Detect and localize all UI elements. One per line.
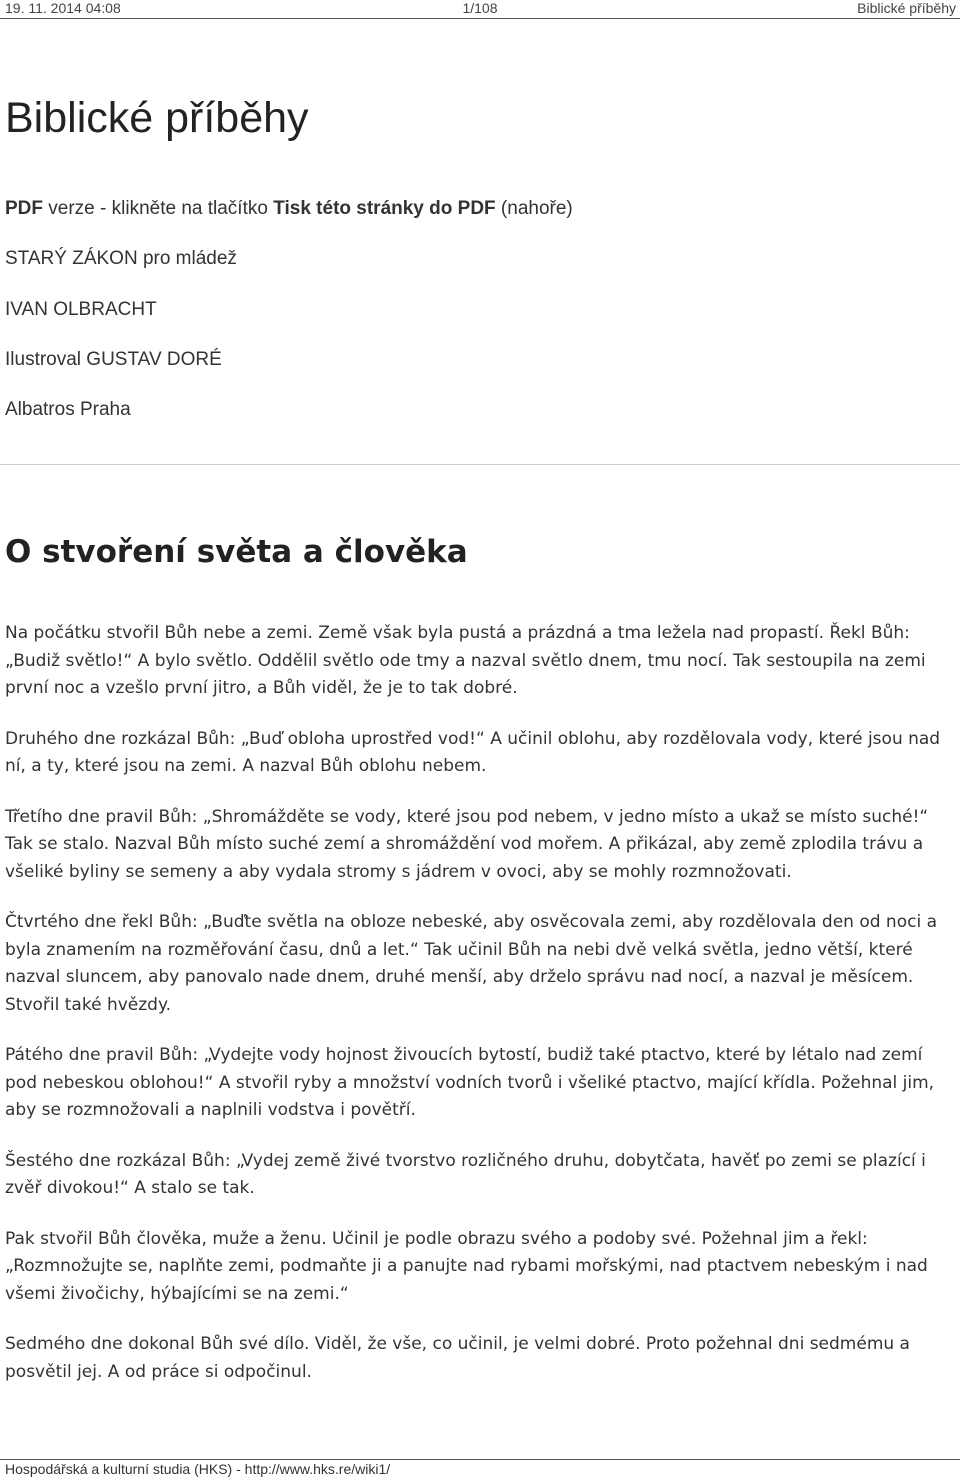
header-page-number: 1/108 — [462, 0, 498, 16]
paragraph: Na počátku stvořil Bůh nebe a zemi. Země však byla pustá a prázdná a tma ležela nad propastí. Řekl Bůh: „Budiž světlo!“ A bylo světlo. Oddělil světlo ode tmy a nazval světlo dnem, tmu nocí. Tak sestoupila na zemi první noc a vzešlo první jitro, a Bůh viděl, že je to tak dobré. — [5, 623, 926, 698]
section-title: O stvoření světa a člověka — [5, 534, 468, 570]
pdf-print-button-name: Tisk této stránky do PDF — [273, 198, 496, 219]
book-publisher: Albatros Praha — [5, 399, 131, 420]
paragraph: Sedmého dne dokonal Bůh své dílo. Viděl, že vše, co učinil, je velmi dobré. Proto požehnal dni sedmému a posvětil jej. A od práce si odpočinul. — [5, 1334, 910, 1382]
paragraph: Šestého dne rozkázal Bůh: „Vydej země živé tvorstvo rozličného druhu, dobytčata, havěť po zemi se plazící i zvěř divokou!“ A stalo se tak. — [5, 1150, 926, 1198]
pdf-note-text-2: (nahoře) — [495, 198, 573, 219]
pdf-note-bold: PDF — [5, 198, 43, 219]
section-divider — [0, 464, 960, 465]
header-date: 19. 11. 2014 04:08 — [5, 0, 121, 16]
paragraph: Pak stvořil Bůh člověka, muže a ženu. Učinil je podle obrazu svého a podoby své. Požehnal jim a řekl: „Rozmnožujte se, naplňte zemi, podmaňte ji a panujte nad rybami mořskými, nad ptactvem nebeským i nad všemi živočichy, hýbajícími se na zemi.“ — [5, 1228, 928, 1304]
header-title: Biblické příběhy — [857, 0, 956, 16]
page-footer: Hospodářská a kulturní studia (HKS) - http://www.hks.re/wiki1/ — [5, 1461, 391, 1477]
book-subtitle: STARÝ ZÁKON pro mládež — [5, 248, 237, 269]
pdf-note-text-1: verze - klikněte na tlačítko — [43, 198, 274, 219]
document-title: Biblické příběhy — [5, 94, 309, 142]
page-header — [0, 0, 960, 18]
pdf-note — [5, 197, 573, 221]
book-author: IVAN OLBRACHT — [5, 299, 157, 320]
paragraph: Čtvrtého dne řekl Bůh: „Buďte světla na obloze nebeské, aby osvěcovala zemi, aby rozdělovala den od noci a byla znamením na rozměřování času, dnů a let.“ Tak učinil Bůh na nebi dvě velká světla, jedno větší, které nazval sluncem, aby panovalo nade dnem, druhé menší, aby drželo správu nad nocí, a nazval je měsícem. Stvořil také hvězdy. — [5, 912, 937, 1015]
section-content — [5, 620, 953, 1409]
paragraph: Druhého dne rozkázal Bůh: „Buď obloha uprostřed vod!“ A učinil oblohu, aby rozdělovala vody, které jsou nad ní, a ty, které jsou na zemi. A nazval Bůh oblohu nebem. — [5, 728, 941, 776]
paragraph: Třetího dne pravil Bůh: „Shromážděte se vody, které jsou pod nebem, v jedno místo a ukaž se místo suché!“ Tak se stalo. Nazval Bůh místo suché zemí a shromáždění vod mořem. A přikázal, aby země zplodila trávu a všeliké byliny se semeny a aby vydala stromy s jádrem v ovoci, aby se mohly rozmnožovati. — [5, 806, 929, 882]
paragraph: Pátého dne pravil Bůh: „Vydejte vody hojnost živoucích bytostí, budiž také ptactvo, které by létalo nad zemí pod nebeskou oblohou!“ A stvořil ryby a množství vodních tvorů i všeliké ptactvo, mající křídla. Požehnal jim, aby se rozmnožovali a naplnili vodstva i povětří. — [5, 1045, 935, 1120]
book-illustrator: Ilustroval GUSTAV DORÉ — [5, 349, 222, 370]
header-divider — [0, 18, 960, 19]
